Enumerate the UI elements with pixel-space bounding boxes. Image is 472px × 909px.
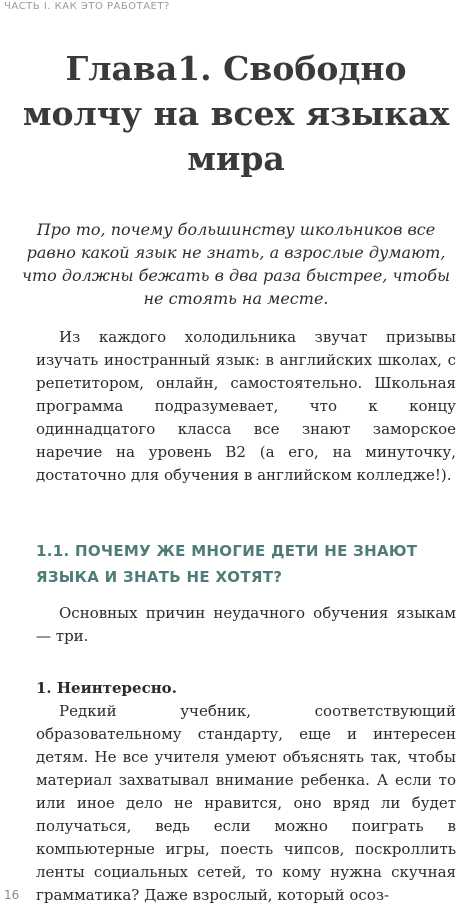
page-number: 16 <box>4 888 20 902</box>
paragraph-intro: Из каждого холодильника звучат призывы изучать иностранный язык: в английских школах, с репетитором, онлайн, самостоятельно. Школьная программа подразумевает, что к концу одиннадцатого класса все знают заморское наречие на уровень B2 (а его, на минуточку, достаточно для обучения в английском колледже!). <box>36 328 456 484</box>
epigraph: Про то, почему большинству школьников все равно какой язык не знать, а взрослые думают, что должны бежать в два раза быстрее, чтобы не стоять на месте. <box>21 220 451 308</box>
paragraph-reasons: Основных причин неудачного обучения языкам — три. <box>36 604 456 645</box>
section-heading: 1.1. ПОЧЕМУ ЖЕ МНОГИЕ ДЕТИ НЕ ЗНАЮТ ЯЗЫКА И ЗНАТЬ НЕ ХОТЯТ? <box>36 542 418 586</box>
subheading-uninteresting: 1. Неинтересно. <box>36 679 177 697</box>
paragraph-uninteresting: Редкий учебник, соответствующий образовательному стандарту, еще и интересен детям. Не все учителя умеют объяснять так, чтобы материал захватывал внимание ребенка. А если то или иное дело не нравится, оно вряд ли будет получаться, ведь если можно поиграть в компьютерные игры, поесть чипсов, поскроллить ленты социальных сетей, то кому нужна скучная грамматика? Даже взрослый, который осоз- <box>36 702 456 904</box>
running-head: ЧАСТЬ I. КАК ЭТО РАБОТАЕТ? <box>4 1 170 12</box>
chapter-title: Глава1. Свободно молчу на всех языках мира <box>22 49 450 178</box>
